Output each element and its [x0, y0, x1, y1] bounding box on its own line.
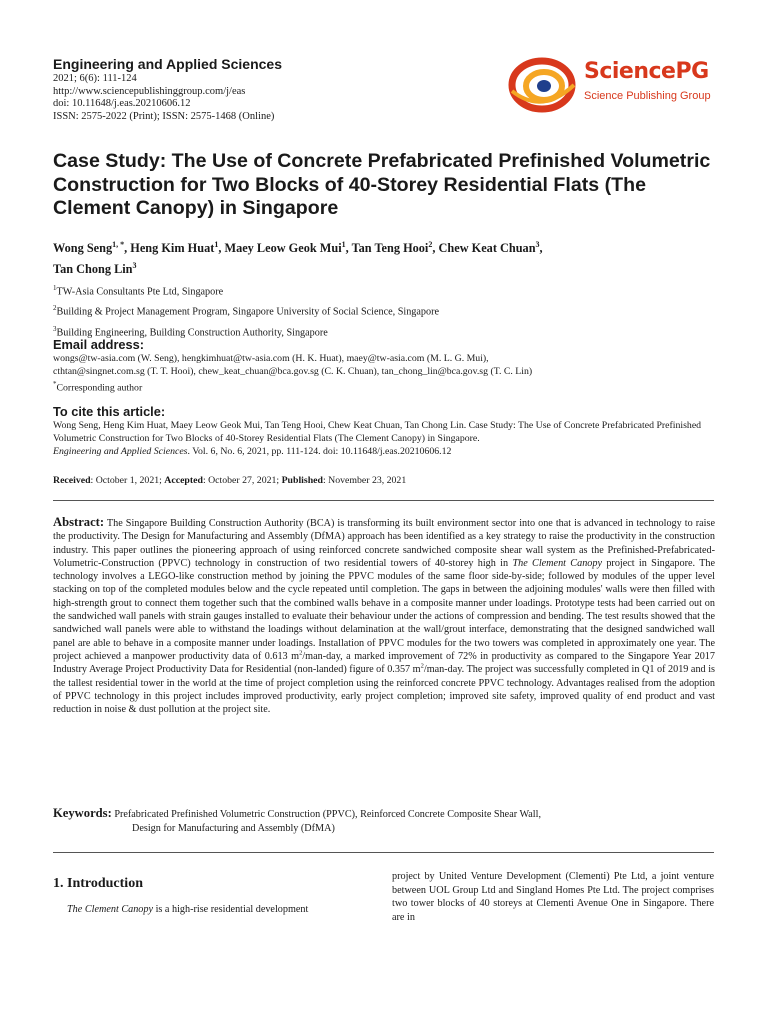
abstract-label: Abstract: — [53, 515, 105, 529]
author-name: Heng Kim Huat — [130, 241, 215, 256]
citation-journal: Engineering and Applied Sciences — [53, 446, 188, 457]
paper-title: Case Study: The Use of Concrete Prefabricated Prefinished Volumetric Construction for Two Blocks of 40-Storey Residential Flats (The Clement Canopy) in Singapore — [53, 150, 711, 219]
history-dates — [53, 475, 406, 486]
author-name: Chew Keat Chuan — [438, 241, 536, 256]
citation-text: Wong Seng, Heng Kim Huat, Maey Leow Geok Mui, Tan Teng Hooi, Chew Keat Chuan, Tan Chong Lin. Case Study: The Use of Concrete Prefabricated Prefinished Volumetric Construction for Two Blocks of 40-Storey Residential Flats (The Clement Canopy) in Singapore. — [53, 420, 702, 444]
citation-block — [53, 419, 713, 458]
received-date: : October 1, 2021; — [90, 475, 165, 486]
author-affil-mark: 3 — [535, 240, 540, 249]
keywords-text: Design for Manufacturing and Assembly (DfMA) — [132, 823, 335, 834]
citation-details: . Vol. 6, No. 6, 2021, pp. 111-124. doi: 10.11648/j.eas.20210606.12 — [187, 446, 452, 457]
affil-number: 2 — [53, 304, 57, 313]
keywords-text: Prefabricated Prefinished Volumetric Construction (PPVC), Reinforced Concrete Composite Shear Wall, — [114, 809, 541, 820]
affil-text: Building Engineering, Building Construction Authority, Singapore — [56, 327, 328, 339]
intro-right-column: project by United Venture Development (Clementi) Pte Ltd, a joint venture between UOL Group Ltd and Singland Homes Pte Ltd. The project comprises two tower blocks of 40 storeys at Clementi Avenue One in Singapore. There are in — [392, 871, 714, 923]
divider — [53, 500, 714, 501]
author-name: Wong Seng — [53, 241, 113, 256]
journal-issn: ISSN: 2575-2022 (Print); ISSN: 2575-1468 (Online) — [53, 110, 275, 122]
email-line[interactable]: wongs@tw-asia.com (W. Seng), hengkimhuat@tw-asia.com (H. K. Huat), maey@tw-asia.com (M. L. G. Mui), — [53, 353, 489, 364]
superscript: 2 — [420, 662, 424, 670]
affiliation-item — [53, 280, 439, 300]
journal-meta — [53, 73, 274, 123]
divider — [53, 852, 714, 853]
corr-text: Corresponding author — [56, 382, 143, 394]
abstract-text: /man-day, a marked improvement of 72% in productivity as compared to the Singapore Year 2017 Industry Average Project Productivity Data for Residential (non-landed) figure of 0.357 m — [53, 650, 715, 676]
author-name: Maey Leow Geok Mui — [224, 241, 342, 256]
abstract-italic: The Clement Canopy — [512, 557, 602, 569]
journal-name: Engineering and Applied Sciences — [53, 56, 282, 72]
accepted-date: : October 27, 2021; — [202, 475, 282, 486]
email-block — [53, 352, 532, 394]
affiliation-item — [53, 300, 439, 320]
author-name: Tan Chong Lin — [53, 262, 133, 277]
sciencepg-swirl-icon — [508, 55, 578, 115]
author-affil-mark: 1 — [214, 240, 219, 249]
logo-subtitle: Science Publishing Group — [584, 90, 711, 102]
intro-text: is a high-rise residential development — [153, 904, 309, 915]
received-label: Received — [53, 475, 91, 486]
affil-number: 1 — [53, 284, 57, 292]
intro-left-column — [53, 903, 360, 917]
accepted-label: Accepted — [164, 475, 203, 486]
affiliation-list — [53, 280, 439, 341]
email-heading: Email address: — [53, 337, 145, 352]
abstract-text: project in Singapore. The technology involves a LEGO-like construction method by joining the PPVC modules of the same floor side-by-side; followed by modules of the upper level stacking on top of the completed modules below and the cycle repeated until completion. The gaps in between the adjoining modules' walls were then filled with high-strength grout to connect them together such that the combined walls behave in a composite manner under loadings. Prototype tests had been carried out on the sandwiched wall panels with strain gauges installed to evaluate their behaviour under the actions of compression and bending. The test results showed that the sandwiched wall panels were able to withstand the loadings without delamination at the wall/grout interface, demonstrating that the designed sandwiched wall panel are able to behave in a composite manner under loadings. Installation of PPVC modules for the two towers was completed in approximately one year. The project achieved a manpower productivity data of 0.613 m — [53, 557, 715, 662]
corr-mark: * — [53, 380, 57, 388]
section-heading: 1. Introduction — [53, 876, 143, 891]
published-date: : November 23, 2021 — [322, 475, 407, 486]
keywords — [53, 806, 715, 836]
author-affil-mark: 1, * — [112, 240, 125, 249]
cite-heading: To cite this article: — [53, 404, 166, 419]
abstract — [53, 516, 715, 716]
affil-number: 3 — [53, 324, 57, 333]
author-affil-mark: 2 — [428, 240, 433, 249]
journal-url[interactable]: http://www.sciencepublishinggroup.com/j/eas — [53, 85, 246, 97]
intro-italic: The Clement Canopy — [67, 904, 154, 915]
logo-brand: SciencePG — [584, 59, 709, 84]
author-list: Wong Seng$^{1, *}$, Heng Kim Huat$^1$, Maey Leow Geok Mui$^1$, Tan Teng Hooi$^2$, Chew Keat Chuan$^3$, Tan Chong Lin$^3$ — [53, 240, 543, 277]
journal-doi[interactable]: doi: 10.11648/j.eas.20210606.12 — [53, 98, 191, 109]
email-line[interactable]: cthtan@singnet.com.sg (T. T. Hooi), chew_keat_chuan@bca.gov.sg (C. K. Chuan), tan_chong_lin@bca.gov.sg (T. C. Lin) — [53, 366, 533, 377]
journal-issue: 2021; 6(6): 111-124 — [53, 73, 137, 84]
keywords-label: Keywords: — [53, 806, 112, 820]
affil-text: TW-Asia Consultants Pte Ltd, Singapore — [56, 286, 224, 298]
abstract-text: The Singapore Building Construction Authority (BCA) is transforming its built environment sector into one that is advanced in technology to raise the productivity. The Design for Manufacturing and Assembly (DfMA) approach has been identified as a key strategy to raise the productivity in the construction industry. This paper outlines the pioneering approach of using reinforced concrete sandwiched composite shear wall system as the Prefinished-Prefabricated-Volumetric-Construction (PPVC) technology in construction of two residential towers of 40-storey high in — [53, 518, 715, 569]
affil-text: Building & Project Management Program, Singapore University of Social Science, Singapore — [56, 306, 440, 318]
author-affil-mark: 1 — [341, 240, 346, 249]
corresponding-note — [53, 378, 532, 394]
published-label: Published — [281, 475, 323, 486]
author-affil-mark: 3 — [132, 261, 137, 271]
sciencepg-logo — [508, 55, 718, 115]
superscript: 2 — [299, 649, 303, 657]
abstract-text: /man-day. The project was successfully completed in Q1 of 2019 and is the tallest residential tower in the world at the time of project completion using the reinforced concrete PPVC technology. Advantages realised from the adoption of PPVC technology in this project includes improved productivity, early project completion; improved site safety, improved quality of end product and vast reduction in noise & dust pollution at the project site. — [53, 664, 715, 716]
author-name: Tan Teng Hooi — [351, 241, 429, 256]
